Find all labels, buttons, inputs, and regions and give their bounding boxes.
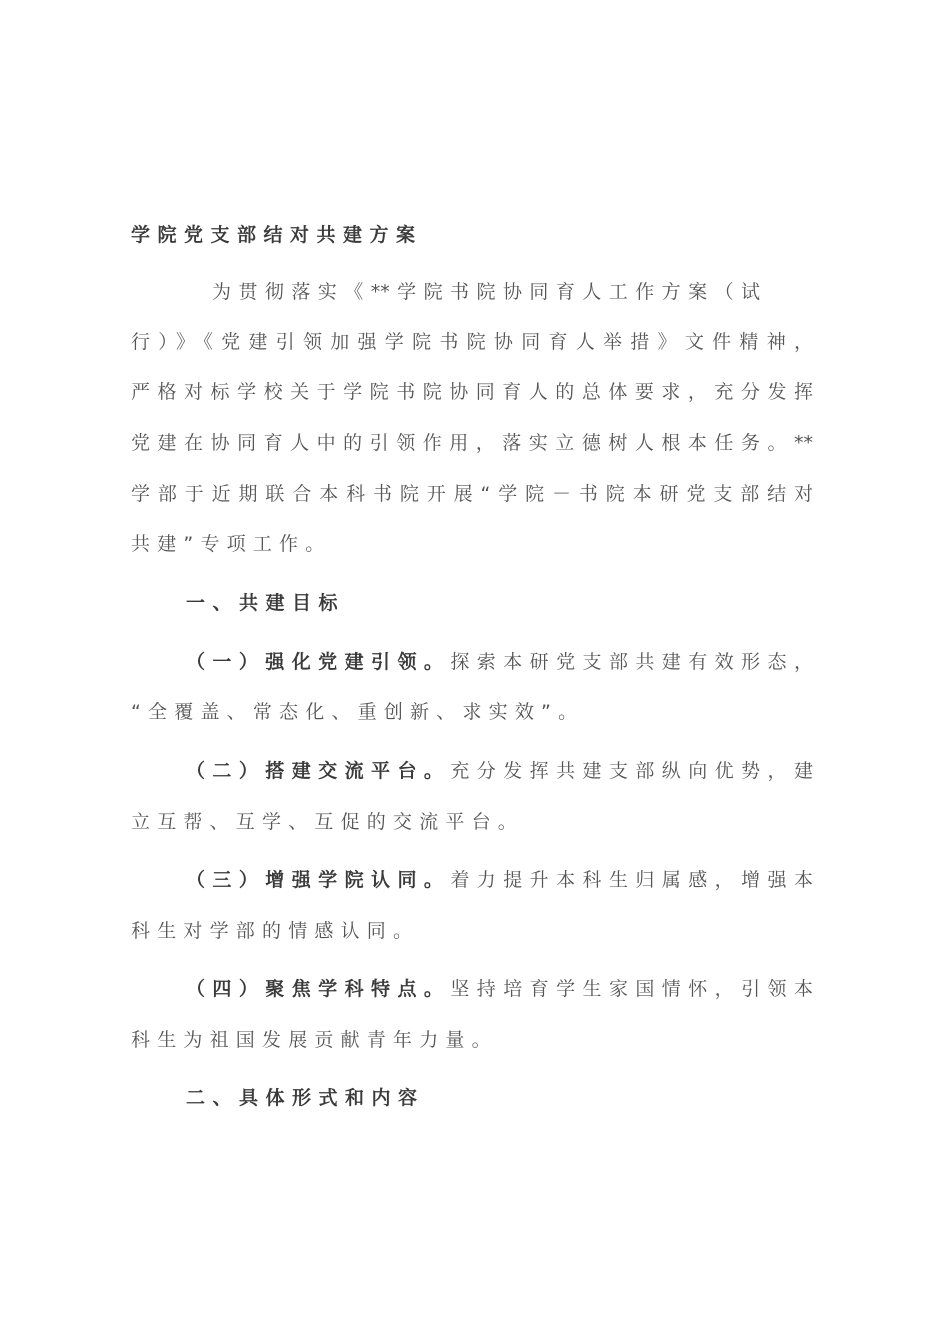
section-heading-forms: 二、具体形式和内容 [186,1087,425,1109]
goal-item-1-text: 探索本研党支部共建有效形态， [450,651,813,673]
goal-item-1-line-1 [186,649,813,675]
goal-item-4-line-2: 科生为祖国发展贡献青年力量。 [131,1029,498,1051]
goal-item-3-line-1 [186,867,813,893]
section-heading-goals: 一、共建目标 [186,592,346,614]
goal-item-4-line-1 [186,976,813,1002]
goal-item-2-line-2: 立互帮、互学、互促的交流平台。 [131,811,525,833]
goal-item-2-line-1 [186,758,813,784]
goal-item-4-label: （四）聚焦学科特点。 [186,978,451,1000]
document-title: 学院党支部结对共建方案 [131,224,423,246]
goal-item-3-label: （三）增强学院认同。 [186,869,451,891]
intro-line-4: 党建在协同育人中的引领作用，落实立德树人根本任务。** [131,432,813,454]
goal-item-3-line-2: 科生对学部的情感认同。 [131,920,420,942]
intro-line-6: 共建”专项工作。 [131,533,332,555]
intro-line-1: 为贯彻落实《**学院书院协同育人工作方案（试 [212,281,760,303]
goal-item-1-line-2: “全覆盖、常态化、重创新、求实效”。 [131,701,585,723]
goal-item-3-text: 着力提升本科生归属感，增强本 [450,869,813,891]
goal-item-4-text: 坚持培育学生家国情怀，引领本 [450,978,813,1000]
goal-item-2-text: 充分发挥共建支部纵向优势，建 [450,760,813,782]
intro-line-3: 严格对标学校关于学院书院协同育人的总体要求，充分发挥 [131,381,813,403]
intro-line-5: 学部于近期联合本科书院开展“学院－书院本研党支部结对 [131,483,813,505]
goal-item-2-label: （二）搭建交流平台。 [186,760,451,782]
goal-item-1-label: （一）强化党建引领。 [186,651,451,673]
intro-line-2: 行）》《党建引领加强学院书院协同育人举措》文件精神， [131,331,813,353]
